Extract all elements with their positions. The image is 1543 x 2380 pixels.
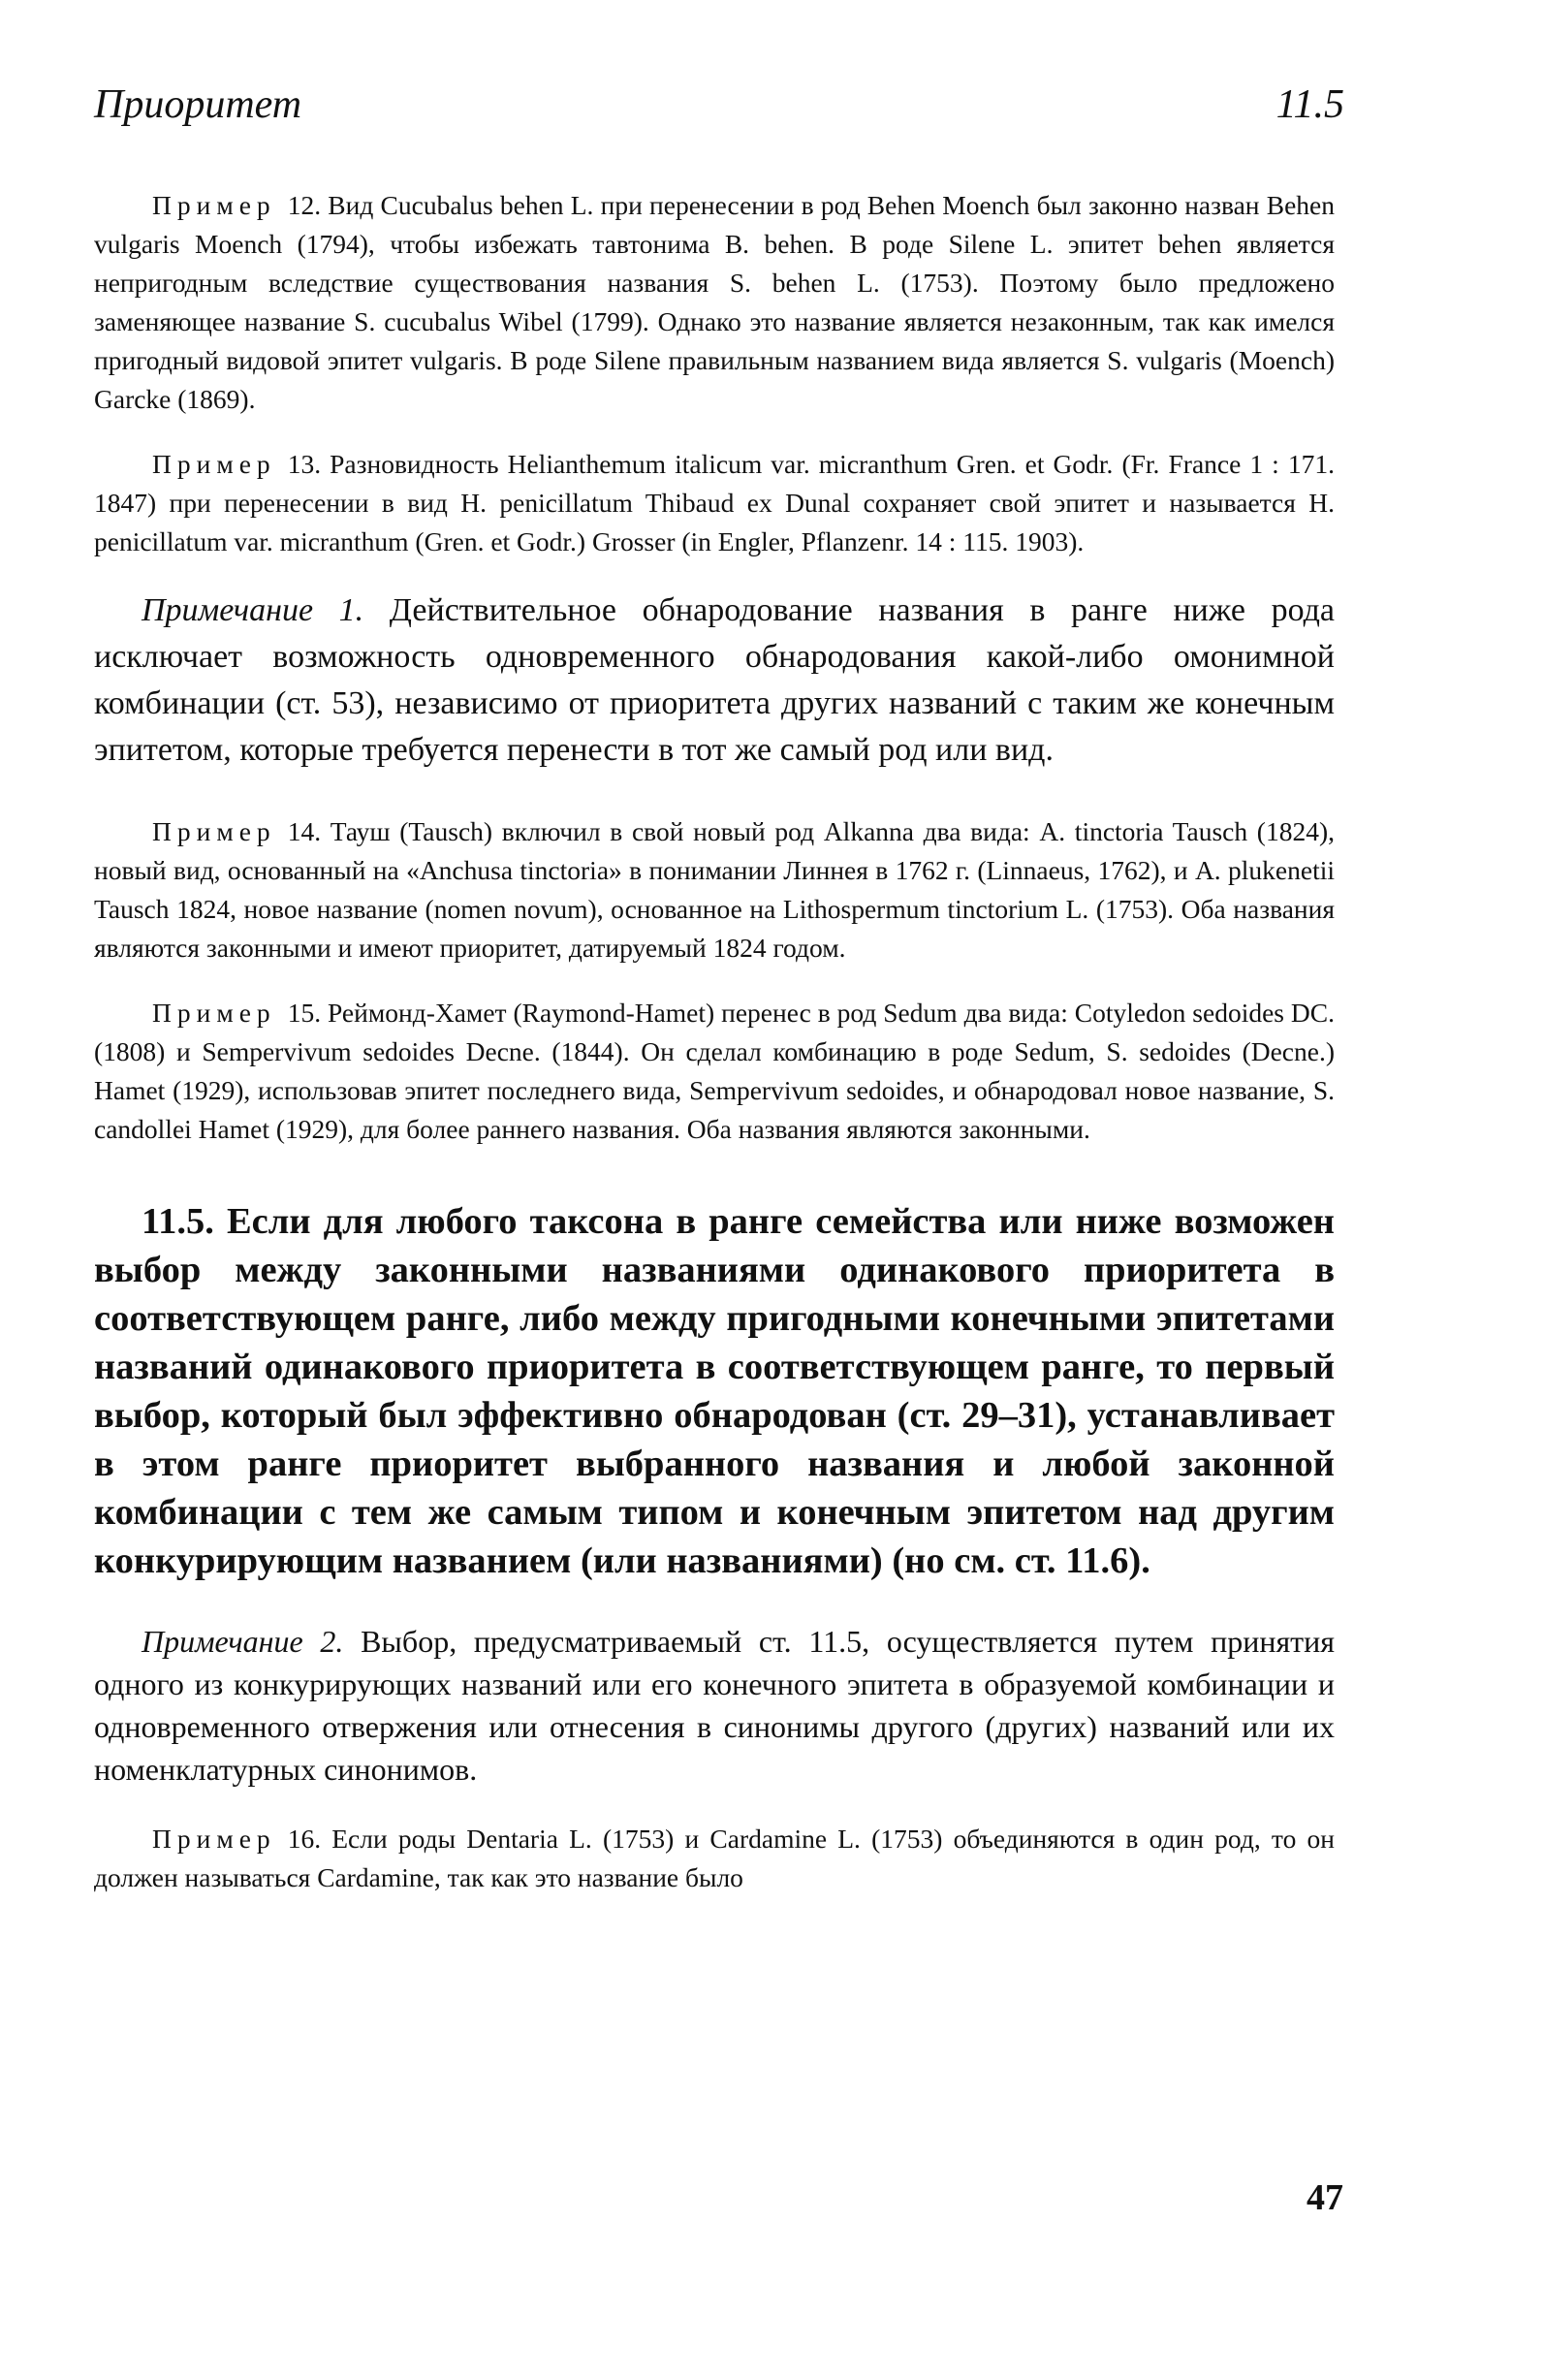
page-body — [94, 186, 1335, 1923]
note-1 — [94, 587, 1335, 774]
note-text: Действительное обнародование названия в ранге ниже рода исключает возможность одновременного обнародования какой-либо омонимной комбинации (ст. 53), независимо от приоритета других названий с таким же конечным эпитетом, которые требуется перенести в тот же самый род или вид. — [94, 592, 1336, 768]
note-label: Примечание 1. — [142, 592, 364, 628]
example-15 — [94, 994, 1335, 1149]
example-label: Пример — [152, 1824, 276, 1854]
example-16 — [94, 1820, 1335, 1897]
example-14 — [94, 812, 1335, 968]
page-number: 47 — [1307, 2177, 1343, 2218]
running-title: Приоритет — [94, 82, 302, 127]
example-label: Пример — [152, 816, 276, 846]
note-text: Выбор, предусматриваемый ст. 11.5, осуществляется путем принятия одного из конкурирующих названий или его конечного эпитета в образуемой комбинации и одновременного отвержения или отнесения в синонимы другого (других) названий или их номенклатурных синонимов. — [94, 1624, 1336, 1787]
example-label: Пример — [152, 998, 276, 1028]
example-text: 15. Реймонд-Хамет (Raymond-Hamet) перенес в род Sedum два вида: Cotyledon sedoides DC. (1808) и Sempervivum sedoides Decne. (1844). Он сделал комбинацию в роде Sedum, S. sedoides (Decne.) Hamet (1929), использовав эпитет последнего вида, Sempervivum sedoides, и обнародовал новое название, S. candollei Hamet (1929), для более раннего названия. Оба названия являются законными. — [94, 998, 1335, 1144]
example-text: 12. Вид Cucubalus behen L. при перенесении в род Behen Moench был законно назван Behen vulgaris Moench (1794), чтобы избежать тавтонима B. behen. В роде Silene L. эпитет behen является непригодным вследствие существования названия S. behen L. (1753). Поэтому было предложено заменяющее название S. cucubalus Wibel (1799). Однако это название является незаконным, так как имелся пригодный видовой эпитет vulgaris. В роде Silene правильным названием вида является S. vulgaris (Moench) Garcke (1869). — [94, 190, 1335, 414]
example-13 — [94, 445, 1335, 561]
article-11-5: 11.5. Если для любого таксона в ранге семейства или ниже возможен выбор между законными названиями одинакового приоритета в соответствующем ранге, либо между пригодными конечными эпитетами названий одинакового приоритета в соответствующем ранге, то первый выбор, который был эффективно обнародован (ст. 29–31), устанавливает в этом ранге приоритет выбранного названия и любой законной комбинации с тем же самым типом и конечным эпитетом над другим конкурирующим названием (или названиями) (но см. ст. 11.6). — [94, 1201, 1335, 1581]
example-text: 14. Тауш (Tausch) включил в свой новый род Alkanna два вида: A. tinctoria Tausch (1824), новый вид, основанный на «Anchusa tinctoria» в понимании Линнея в 1762 г. (Linnaeus, 1762), и A. plukenetii Tausch 1824, новое название (nomen novum), основанное на Lithospermum tinctorium L. (1753). Оба названия являются законными и имеют приоритет, датируемый 1824 годом. — [94, 816, 1335, 963]
example-text: 13. Разновидность Helianthemum italicum var. micranthum Gren. et Godr. (Fr. France 1 : 171. 1847) при перенесении в вид H. penicillatum Thibaud ex Dunal сохраняет свой эпитет и называется H. penicillatum var. micranthum (Gren. et Godr.) Grosser (in Engler, Pflanzenr. 14 : 115. 1903). — [94, 449, 1335, 556]
section-number: 11.5 — [1275, 82, 1344, 127]
note-label: Примечание 2. — [142, 1624, 344, 1659]
note-2 — [94, 1620, 1335, 1791]
example-text: 16. Если роды Dentaria L. (1753) и Cardamine L. (1753) объединяются в один род, то он должен называться Cardamine, так как это название было — [94, 1824, 1335, 1892]
running-header — [94, 81, 1344, 140]
example-12 — [94, 186, 1335, 419]
example-label: Пример — [152, 190, 276, 220]
example-label: Пример — [152, 449, 276, 479]
